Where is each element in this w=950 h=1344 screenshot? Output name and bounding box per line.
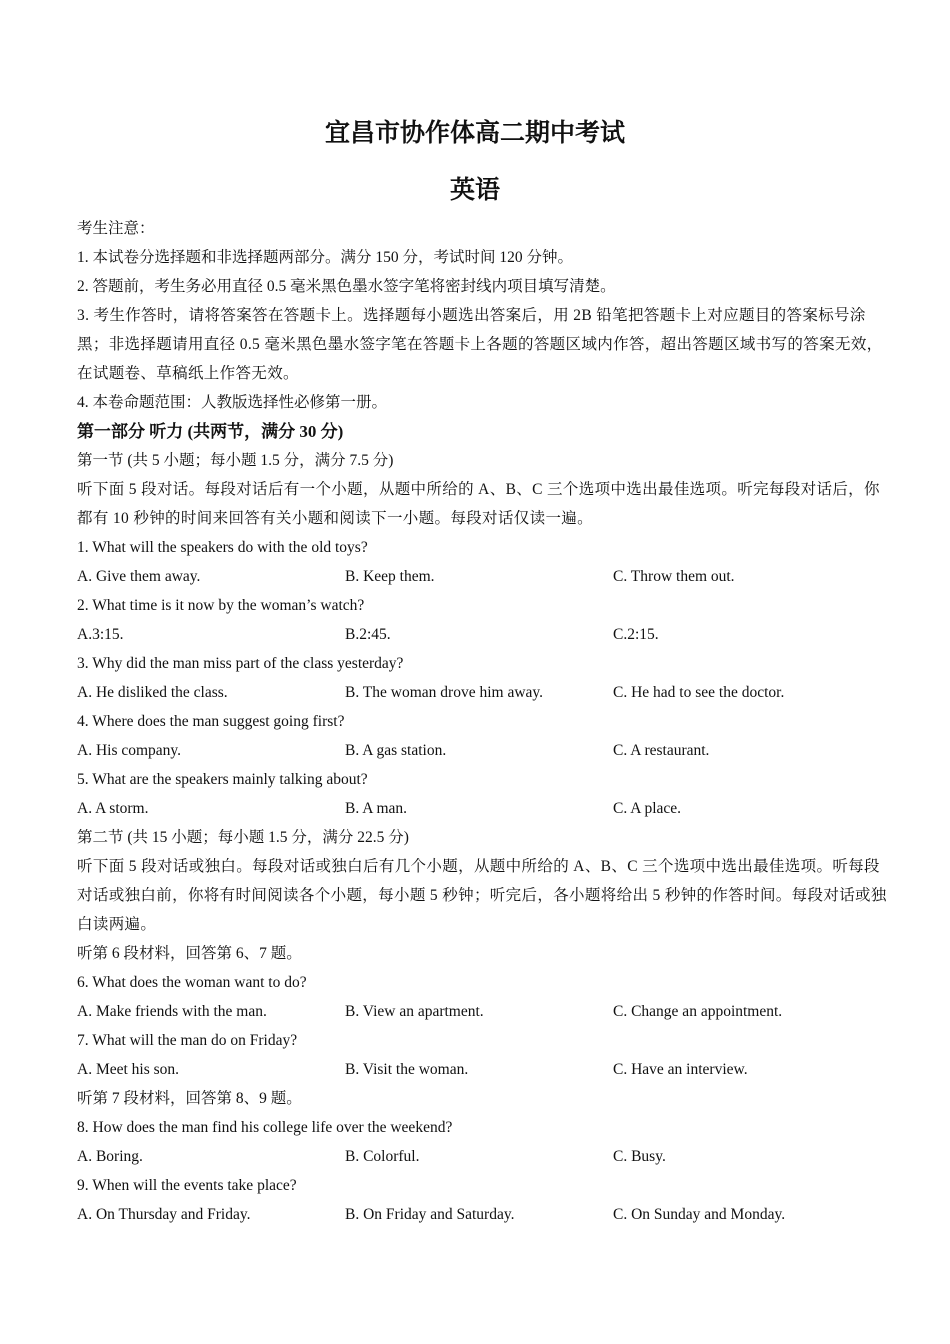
- option-b: B. On Friday and Saturday.: [345, 1206, 515, 1223]
- question-7-options: [77, 1055, 892, 1084]
- notice-item-3: 3. 考生作答时，请将答案答在答题卡上。选择题每小题选出答案后，用 2B 铅笔把答题卡上对应题目的答案标号涂黑；非选择题请用直径 0.5 毫米黑色墨水签字笔在答题卡上各题的答题区域内作答，超出答题区域书写的答案无效，在试题卷、草稿纸上作答无效。: [77, 307, 883, 382]
- exam-content: [77, 214, 892, 1229]
- option-b: B.2:45.: [345, 626, 391, 643]
- option-b: B. A gas station.: [345, 742, 447, 759]
- material-7-note: 听第 7 段材料，回答第 8、9 题。: [77, 1090, 302, 1107]
- question-7: 7. What will the man do on Friday?: [77, 1032, 298, 1049]
- question-5-options: [77, 794, 892, 823]
- notice-item-2: 2. 答题前，考生务必用直径 0.5 毫米黑色墨水签字笔将密封线内项目填写清楚。: [77, 278, 616, 295]
- question-6-options: [77, 997, 892, 1026]
- question-1-options: [77, 562, 892, 591]
- option-c: C. Throw them out.: [613, 568, 735, 585]
- option-a: A. Make friends with the man.: [77, 1003, 267, 1020]
- option-c: C. Have an interview.: [613, 1061, 748, 1078]
- question-8: 8. How does the man find his college life over the weekend?: [77, 1119, 453, 1136]
- option-c: C. He had to see the doctor.: [613, 684, 785, 701]
- option-b: B. A man.: [345, 800, 408, 817]
- option-b: B. View an apartment.: [345, 1003, 484, 1020]
- subject-title: 英语: [449, 175, 500, 204]
- material-6-note: 听第 6 段材料，回答第 6、7 题。: [77, 945, 302, 962]
- option-b: B. Visit the woman.: [345, 1061, 469, 1078]
- option-c: C.2:15.: [613, 626, 659, 643]
- exam-title: 宜昌市协作体高二期中考试: [324, 118, 625, 147]
- part1-heading: 第一部分 听力 (共两节，满分 30 分): [77, 422, 344, 441]
- option-b: B. The woman drove him away.: [345, 684, 544, 701]
- question-8-options: [77, 1142, 892, 1171]
- notice-heading: 考生注意：: [77, 220, 155, 237]
- question-2: 2. What time is it now by the woman’s watch?: [77, 597, 365, 614]
- option-a: A. He disliked the class.: [77, 684, 228, 701]
- notice-item-4: 4. 本卷命题范围：人教版选择性必修第一册。: [77, 394, 388, 411]
- option-c: C. A restaurant.: [613, 742, 710, 759]
- option-a: A. Give them away.: [77, 568, 201, 585]
- option-a: A. Boring.: [77, 1148, 143, 1165]
- question-4-options: [77, 736, 892, 765]
- option-a: A. His company.: [77, 742, 182, 759]
- section1-instructions: 听下面 5 段对话。每段对话后有一个小题，从题中所给的 A、B、C 三个选项中选出最佳选项。听完每段对话后，你都有 10 秒钟的时间来回答有关小题和阅读下一小题。每段对话仅读一遍。: [77, 481, 880, 527]
- question-9-options: [77, 1200, 892, 1229]
- option-c: C. Change an appointment.: [613, 1003, 783, 1020]
- question-9: 9. When will the events take place?: [77, 1177, 297, 1194]
- option-a: A. A storm.: [77, 800, 149, 817]
- option-a: A. Meet his son.: [77, 1061, 180, 1078]
- section2-heading: 第二节 (共 15 小题；每小题 1.5 分，满分 22.5 分): [77, 829, 409, 846]
- question-1: 1. What will the speakers do with the old toys?: [77, 539, 368, 556]
- section1-heading: 第一节 (共 5 小题；每小题 1.5 分，满分 7.5 分): [77, 452, 394, 469]
- question-5: 5. What are the speakers mainly talking about?: [77, 771, 368, 788]
- question-3: 3. Why did the man miss part of the class yesterday?: [77, 655, 404, 672]
- option-b: B. Keep them.: [345, 568, 435, 585]
- option-c: C. A place.: [613, 800, 682, 817]
- question-2-options: [77, 620, 892, 649]
- section2-instructions: 听下面 5 段对话或独白。每段对话或独白后有几个小题，从题中所给的 A、B、C 三个选项中选出最佳选项。听每段对话或独白前，你将有时间阅读各个小题，每小题 5 秒钟；听完后，各小题将给出 5 秒钟的作答时间。每段对话或独白读两遍。: [77, 858, 887, 933]
- notice-item-1: 1. 本试卷分选择题和非选择题两部分。满分 150 分，考试时间 120 分钟。: [77, 249, 574, 266]
- option-a: A. On Thursday and Friday.: [77, 1206, 251, 1223]
- question-3-options: [77, 678, 892, 707]
- question-6: 6. What does the woman want to do?: [77, 974, 307, 991]
- question-4: 4. Where does the man suggest going first?: [77, 713, 345, 730]
- option-a: A.3:15.: [77, 626, 124, 643]
- option-b: B. Colorful.: [345, 1148, 420, 1165]
- option-c: C. Busy.: [613, 1148, 666, 1165]
- option-c: C. On Sunday and Monday.: [613, 1206, 786, 1223]
